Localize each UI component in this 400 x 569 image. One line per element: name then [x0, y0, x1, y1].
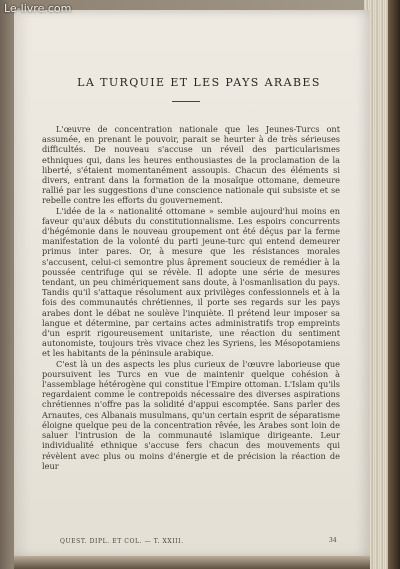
body-text	[42, 124, 340, 534]
paragraph-1: L'œuvre de concentration nationale que les Jeunes-Turcs ont assumée, en prenant le pouvoir, parait se heurter à de très sérieuses difficultés. De nouveau s'accuse un réveil des particularismes ethniques qui, dans les heures enthousiastes de la proclamation de la liberté, s'étaient momentanément assoupis. Chacun des éléments si divers, entrant dans la formation de la mosaïque ottomane, demeure rallié par les suggestions d'une conscience nationale qui subsiste et se rebelle contre les efforts du gouvernement.	[42, 124, 340, 206]
watermark: Le-livre.com	[4, 2, 72, 15]
paragraph-3: C'est là un des aspects les plus curieux de l'œuvre laborieuse que poursuivent les Turcs en vue de maintenir quelque cohésion à l'assemblage hétérogène qui constitue l'Empire ottoman. L'Islam qu'ils regardaient comme le contrepoids nécessaire des diverses aspirations chrétiennes n'offre pas la solidité d'appui escomptée. Sans parler des Arnautes, ces Albanais musulmans, qu'un certain esprit de séparatisme éloigne quelque peu de la concentration rêvée, les Arabes sont loin de saluer l'intrusion de la communauté islamique dirigeante. Leur individualité ethnique s'accuse fers chacun des mouvements qui révèlent avec plus ou moins d'énergie et de précision la réaction de leur	[42, 358, 340, 471]
book-binding	[388, 0, 400, 569]
title-divider	[172, 101, 200, 102]
footer-signature: QUEST. DIPL. ET COL. — T. XXIII.	[60, 538, 184, 545]
page-number: 34	[329, 537, 337, 544]
paragraph-2: L'idée de la « nationalité ottomane » semble aujourd'hui moins en faveur qu'aux débuts du constitutionnalisme. Les espoirs concurrents d'hégémonie dans le nouveau groupement ont été déçus par la ferme manifestation de la volonté du parti jeune-turc qui entend demeurer primus inter pares. Or, à mesure que les résistances morales s'accusent, celui-ci semontre plus âprement soucieux de remédier à la poussée centrifuge qui se révèle. Il adopte une série de mesures tendant, un peu chimériquement sans doute, à l'osmanlisation du pays. Tandis qu'il s'attaque résolument aux privilèges confessionnels et à la fois des communautés chrétiennes, il porte ses regards sur les pays arabes dont le débat ne soulève l'inquiète. Il prétend leur imposer sa langue et détermine, par certains actes administratifs trop empreints d'un esprit rigoureusement unitariste, une réaction du sentiment autonomiste, toujours très vivace chez les Syriens, les Mésopotamiens et les habitants de la péninsule arabique.	[42, 205, 340, 359]
page-title: LA TURQUIE ET LES PAYS ARABES	[77, 76, 321, 89]
page-bottom-edge	[14, 556, 370, 569]
